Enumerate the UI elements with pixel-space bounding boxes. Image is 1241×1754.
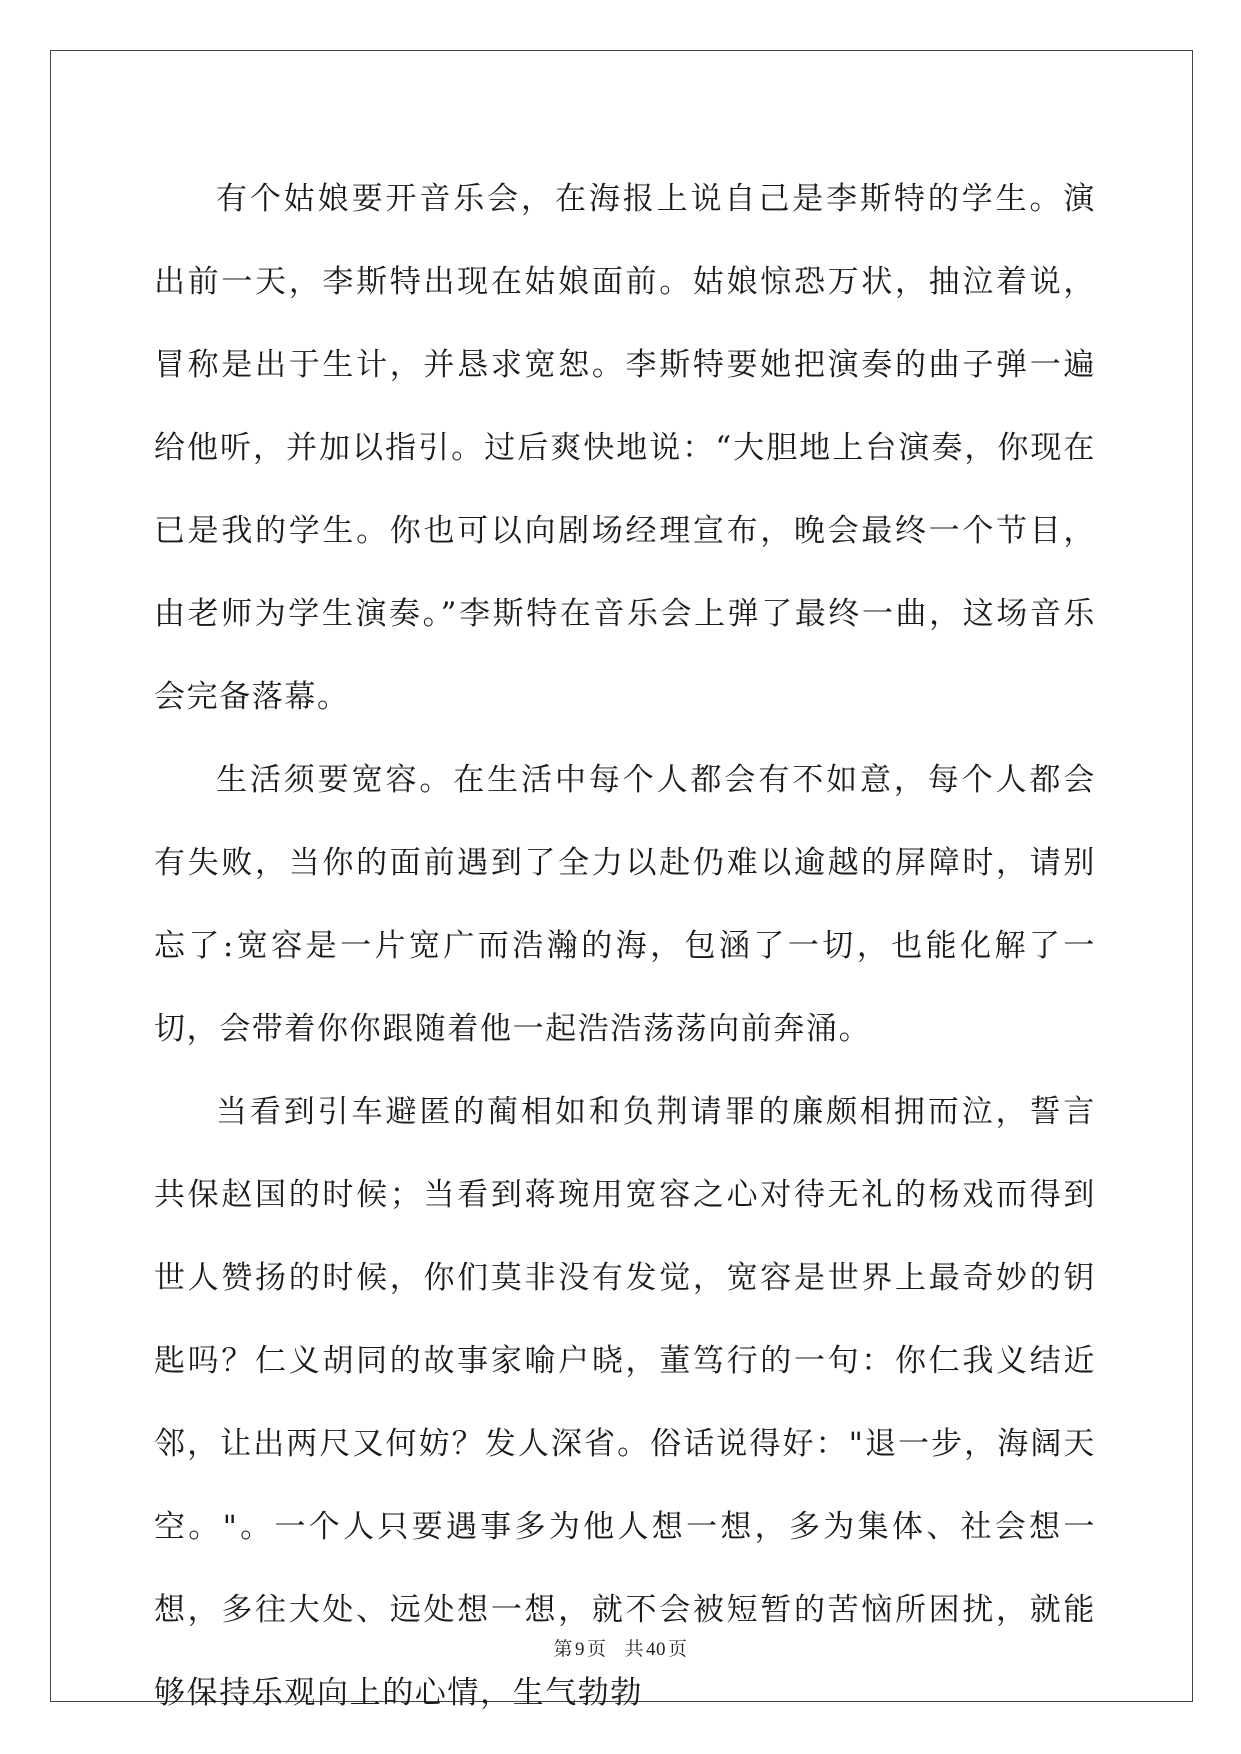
total-pages: 40: [646, 1639, 667, 1660]
page-prefix: 第: [553, 1638, 573, 1660]
paragraph-tolerance: 生活须要宽容。在生活中每个人都会有不如意，每个人都会有失败，当你的面前遇到了全力以赴仍难以逾越的屏障时，请别忘了:宽容是一片宽广而浩瀚的海，包涵了一切，也能化解了一切，会带着你你跟随着他一起浩浩荡荡向前奔涌。: [154, 762, 1096, 1047]
paragraph-liszt-story: 有个姑娘要开音乐会，在海报上说自己是李斯特的学生。演出前一天，李斯特出现在姑娘面前。姑娘惊恐万状，抽泣着说，冒称是出于生计，并恳求宽恕。李斯特要她把演奏的曲子弹一遍给他听，并加以指引。过后爽快地说：“大胆地上台演奏，你现在已是我的学生。你也可以向剧场经理宣布，晚会最终一个节目，由老师为学生演奏。”李斯特在音乐会上弹了最终一曲，这场音乐会完备落幕。: [154, 181, 1096, 715]
document-body: [154, 158, 1096, 1735]
paragraph-examples: 当看到引车避匿的蔺相如和负荆请罪的廉颇相拥而泣，誓言共保赵国的时候；当看到蒋琬用宽容之心对待无礼的杨戏而得到世人赞扬的时候，你们莫非没有发觉，宽容是世界上最奇妙的钥匙吗？仁义胡同的故事家喻户晓，董笃行的一句：你仁我义结近邻，让出两尺又何妨？发人深省。俗话说得好："退一步，海阔天空。"。一个人只要遇事多为他人想一想，多为集体、社会想一想，多往大处、远处想一想，就不会被短暂的苦恼所困扰，就能够保持乐观向上的心情，生气勃勃: [154, 1094, 1096, 1711]
total-prefix: 共: [624, 1638, 645, 1660]
page-number: 9: [574, 1639, 585, 1660]
page-suffix: 页: [586, 1638, 607, 1660]
total-suffix: 页: [668, 1638, 688, 1660]
page-footer: [0, 1634, 1241, 1661]
